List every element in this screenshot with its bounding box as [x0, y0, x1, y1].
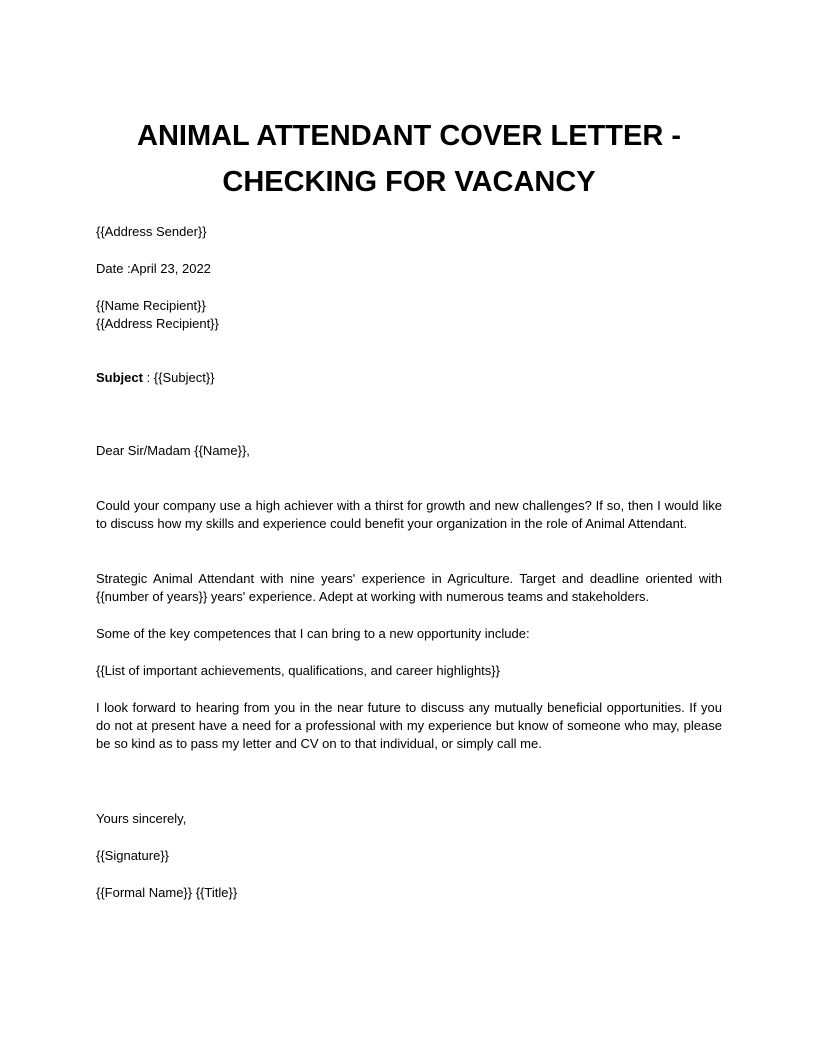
letter-date: Date :April 23, 2022: [96, 261, 211, 276]
document-title: [96, 113, 722, 205]
title-line-1: ANIMAL ATTENDANT COVER LETTER -: [137, 120, 681, 152]
salutation: Dear Sir/Madam {{Name}},: [96, 443, 250, 458]
recipient-name: {{Name Recipient}}: [96, 298, 206, 313]
subject-value: : {{Subject}}: [142, 370, 215, 385]
subject-label: Subject: [96, 370, 143, 385]
formal-name-title: {{Formal Name}} {{Title}}: [96, 885, 238, 900]
paragraph-intro: Could your company use a high achiever with a thirst for growth and new challenges? If so, then I would like to discuss how my skills and experience could benefit your organization in the role of Animal Attendant.: [96, 498, 722, 532]
paragraph-achievements: {{List of important achievements, qualifications, and career highlights}}: [96, 663, 500, 678]
paragraph-closing: I look forward to hearing from you in the near future to discuss any mutually beneficial opportunities. If you do not at present have a need for a professional with my experience but know of someone who may, please be so kind as to pass my letter and CV on to that individual, or simply call me.: [96, 700, 722, 752]
title-line-2: CHECKING FOR VACANCY: [222, 166, 596, 198]
paragraph-experience: Strategic Animal Attendant with nine years' experience in Agriculture. Target and deadline oriented with {{number of years}} years' experience. Adept at working with numerous teams and stakeholders.: [96, 571, 722, 605]
subject-line: [96, 369, 722, 387]
paragraph-competences: Some of the key competences that I can bring to a new opportunity include:: [96, 626, 530, 641]
sender-address: {{Address Sender}}: [96, 224, 207, 239]
signature-placeholder: {{Signature}}: [96, 848, 170, 863]
recipient-address: {{Address Recipient}}: [96, 316, 219, 331]
closing-phrase: Yours sincerely,: [96, 811, 187, 826]
